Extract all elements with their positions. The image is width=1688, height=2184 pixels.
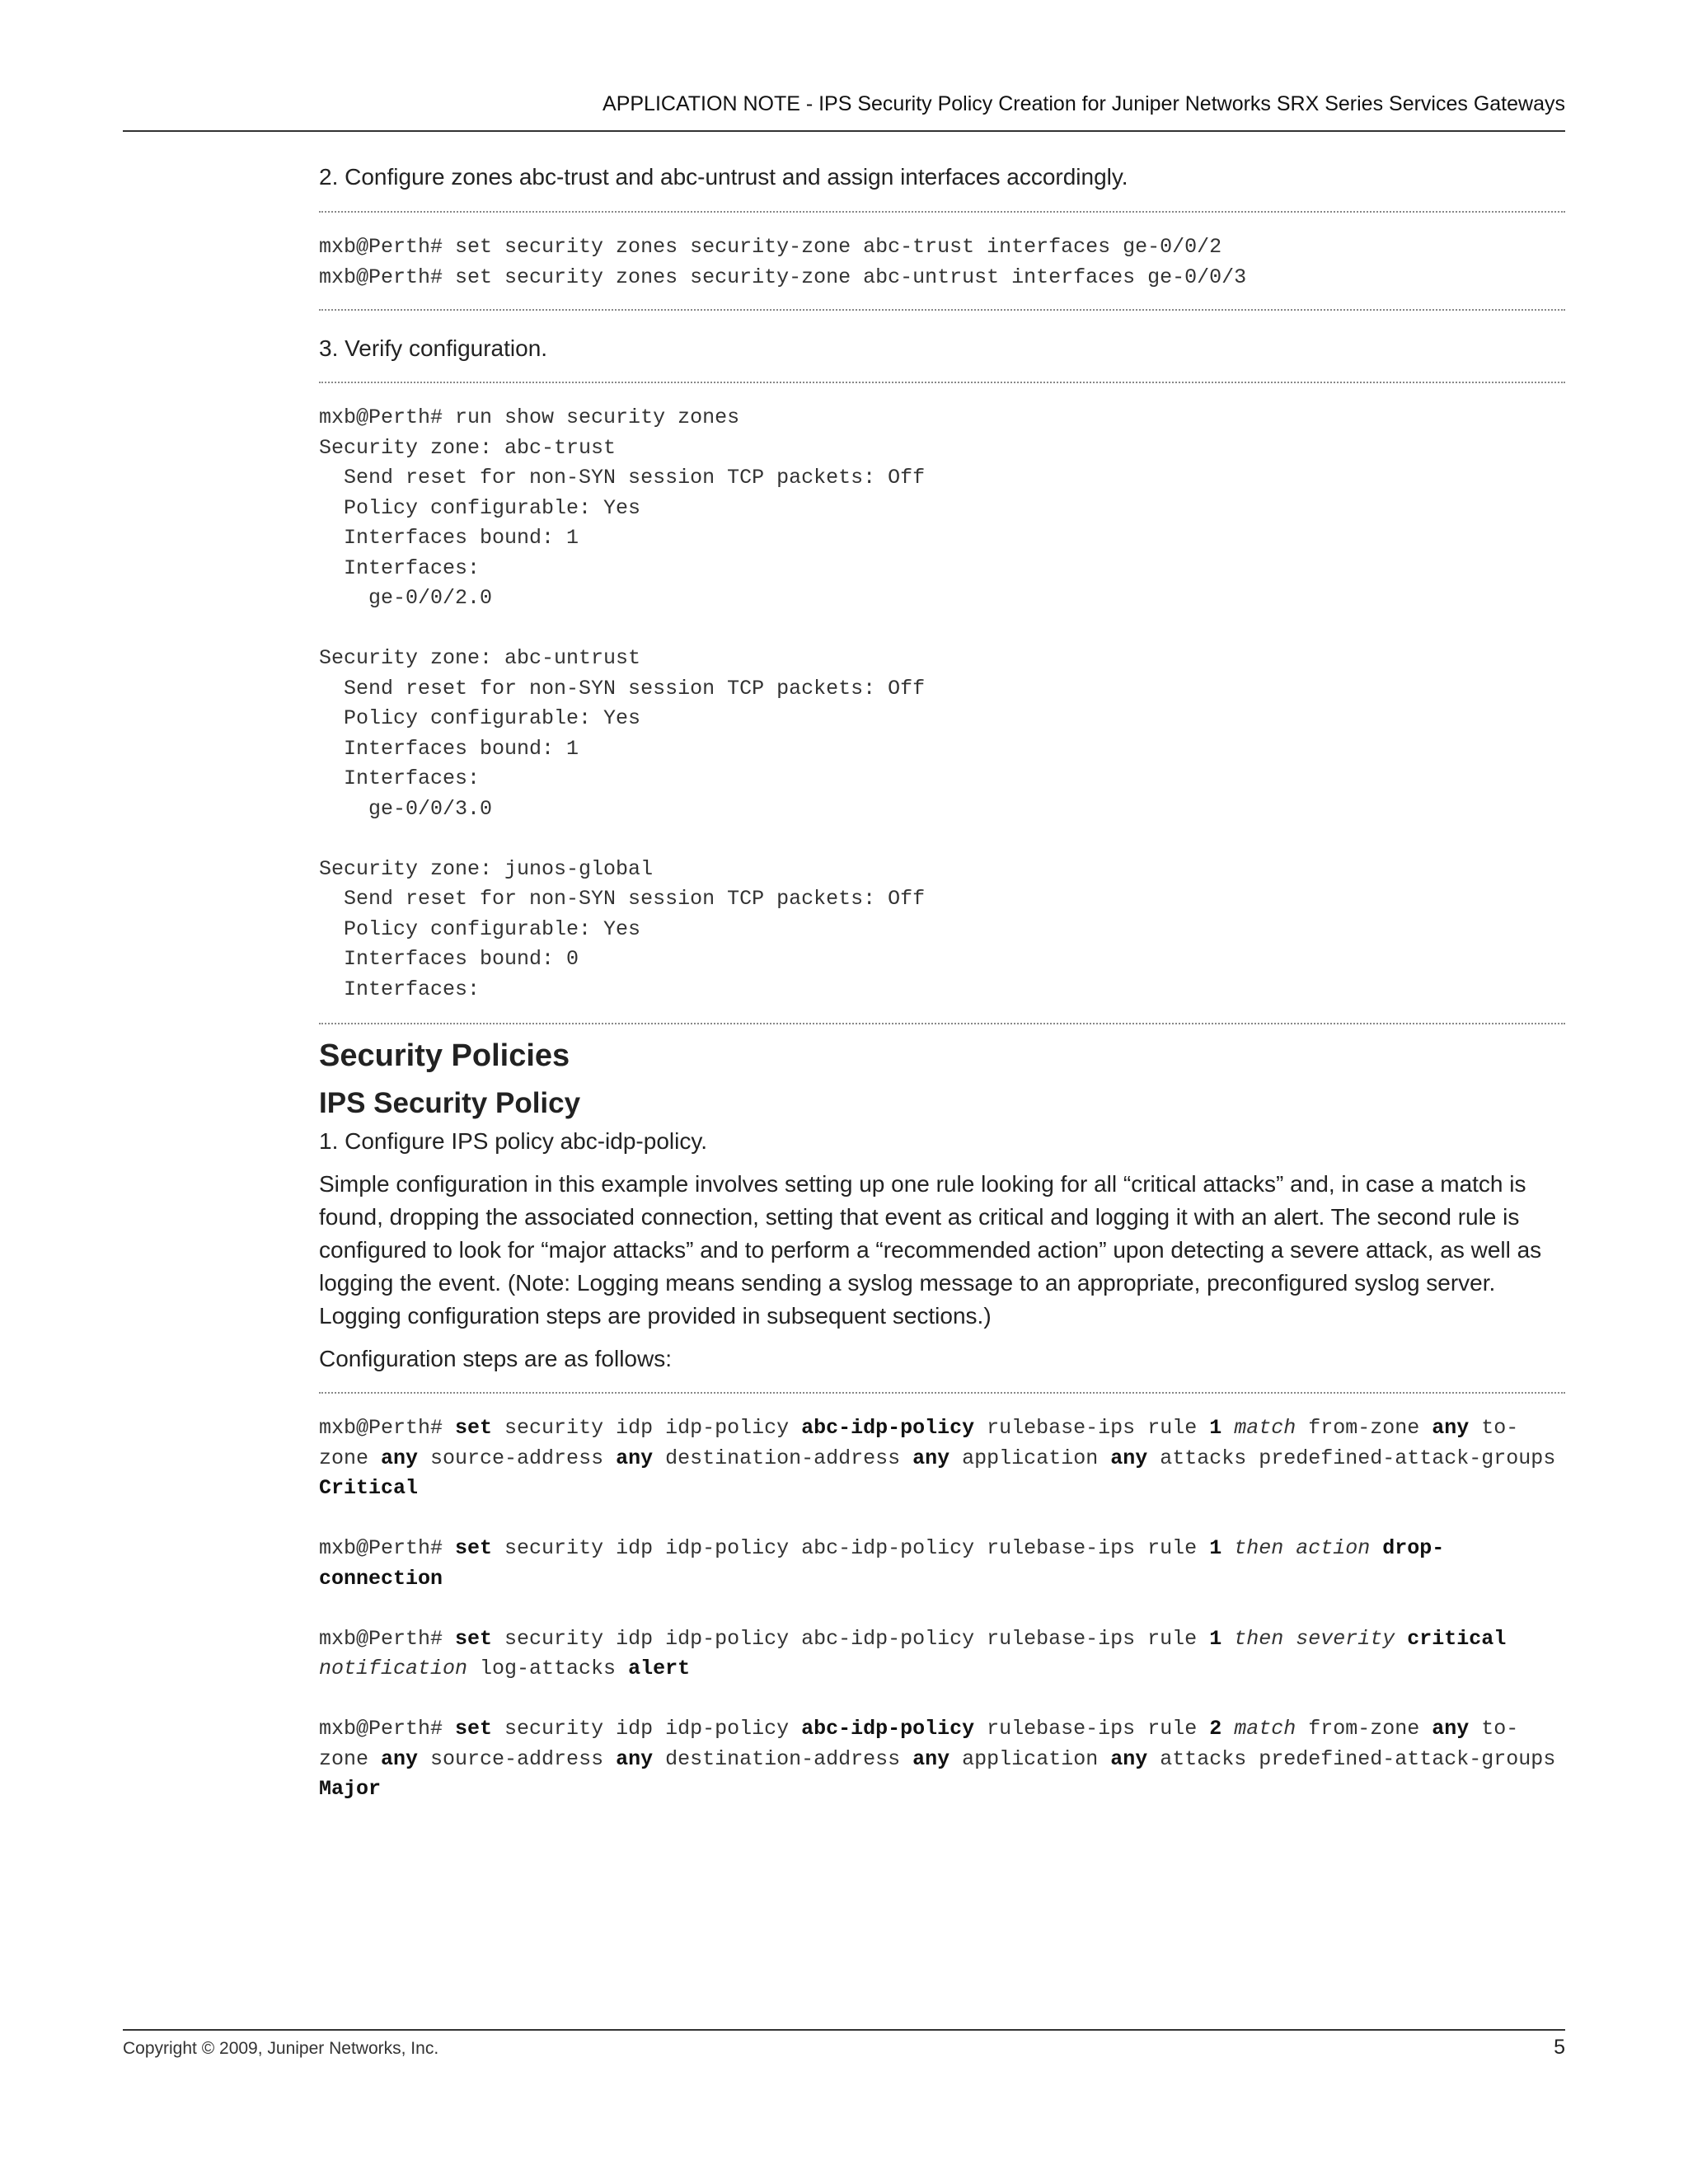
running-header: APPLICATION NOTE - IPS Security Policy Creation for Juniper Networks SRX Series Services Gateways (603, 92, 1565, 115)
command-token (1221, 1536, 1234, 1560)
command-token: mxb@Perth# (319, 1536, 456, 1560)
command-token: Critical (319, 1476, 419, 1500)
command-token: to-zone (319, 1717, 1519, 1771)
section-heading: Security Policies (319, 1038, 570, 1073)
command-token: abc-idp-policy (801, 1416, 975, 1440)
command-token: abc-idp-policy (801, 1717, 975, 1741)
page-content (319, 161, 1565, 1805)
command-token (1395, 1627, 1407, 1651)
command-list (319, 1413, 1565, 1805)
command-token: then action (1234, 1536, 1371, 1560)
command-token: security idp idp-policy (492, 1717, 802, 1741)
command-token: 2 (1209, 1717, 1222, 1741)
copyright: Copyright © 2009, Juniper Networks, Inc. (123, 2039, 439, 2058)
command-token: set (455, 1626, 493, 1651)
command-token: any (912, 1446, 950, 1470)
command-token: source-address (418, 1446, 617, 1470)
command-token: mxb@Perth# (319, 1717, 456, 1741)
command-token: log-attacks (467, 1657, 629, 1680)
page-number: 5 (1554, 2036, 1565, 2059)
step-3-text: 3. Verify configuration. (319, 335, 548, 361)
dotted-divider (319, 211, 1565, 213)
command-token: security idp idp-policy abc-idp-policy rulebase-ips rule (492, 1626, 1210, 1651)
command-token: any (616, 1746, 654, 1771)
command-token: application (950, 1446, 1111, 1470)
step-2-text: 2. Configure zones abc-trust and abc-untrust and assign interfaces accordingly. (319, 164, 1128, 190)
command-token: destination-address (653, 1746, 913, 1771)
command-token: mxb@Perth# (319, 1416, 456, 1440)
command-line (319, 1714, 1565, 1805)
command-token: 1 (1209, 1536, 1222, 1560)
command-token: match (1234, 1717, 1296, 1741)
command-token: then severity (1234, 1626, 1395, 1651)
code-block-verify: mxb@Perth# run show security zones Security zone: abc-trust Send reset for non-SYN session TCP packets: Off Policy configurable: Yes Interfaces bound: 1 Interfaces: ge-0/0/2.0 Security zone: abc-untrust Send reset for non-SYN session TCP packets: Off Policy configurable: Yes Interfaces bound: 1 Interfaces: ge-0/0/3.0 Security zone: junos-global Send reset for non-SYN session TCP packets: Off Policy configurable: Yes Interfaces bound: 0 Interfaces: (319, 405, 926, 1001)
command-line (319, 1624, 1565, 1685)
command-token: critical (1407, 1626, 1507, 1651)
header-rule (123, 130, 1565, 132)
command-token: mxb@Perth# (319, 1626, 456, 1651)
description-paragraph: Simple configuration in this example involves setting up one rule looking for all “critical attacks” and, in case a match is found, dropping the associated connection, setting that event as critical and logging it with an alert. The second rule is configured to look for “major attacks” and to perform a “recommended action” upon detecting a severe attack, as well as logging the event. (Note: Logging means sending a syslog message to an appropriate, preconfigured syslog server. Logging configuration steps are provided in subsequent sections.) (319, 1171, 1542, 1329)
command-token: attacks predefined-attack-groups (1147, 1746, 1556, 1771)
dotted-divider (319, 1023, 1565, 1024)
command-token: Major (319, 1777, 382, 1801)
command-token (1221, 1717, 1234, 1741)
command-token: any (381, 1446, 419, 1470)
command-line (319, 1413, 1565, 1504)
command-line (319, 1534, 1565, 1594)
command-token: set (455, 1416, 493, 1440)
command-token: 1 (1209, 1416, 1222, 1440)
command-token: 1 (1209, 1626, 1222, 1651)
step-1-text: 1. Configure IPS policy abc-idp-policy. (319, 1128, 708, 1154)
command-token: any (912, 1746, 950, 1771)
command-token: from-zone (1296, 1416, 1432, 1440)
command-token: application (950, 1746, 1111, 1771)
command-token (1221, 1627, 1234, 1651)
command-token: alert (628, 1657, 691, 1680)
command-token: from-zone (1296, 1717, 1432, 1741)
command-token: set (455, 1717, 493, 1741)
command-token: notification (319, 1657, 468, 1680)
command-token: to-zone (319, 1416, 1519, 1470)
dotted-divider (319, 309, 1565, 311)
command-token: source-address (418, 1746, 617, 1771)
command-token: any (1110, 1446, 1148, 1470)
command-token: any (1110, 1746, 1148, 1771)
command-token: any (616, 1446, 654, 1470)
steps-intro: Configuration steps are as follows: (319, 1346, 672, 1371)
command-token: match (1234, 1416, 1296, 1440)
command-token: security idp idp-policy (492, 1416, 802, 1440)
command-token: any (1432, 1416, 1470, 1440)
dotted-divider (319, 1392, 1565, 1394)
command-token (1221, 1416, 1234, 1440)
command-token: rulebase-ips rule (974, 1416, 1210, 1440)
dotted-divider (319, 382, 1565, 383)
command-token: attacks predefined-attack-groups (1147, 1446, 1556, 1470)
code-block-zones: mxb@Perth# set security zones security-zone abc-trust interfaces ge-0/0/2 mxb@Perth# set security zones security-zone abc-untrust interfaces ge-0/0/3 (319, 235, 1247, 289)
command-token: destination-address (653, 1446, 913, 1470)
command-token (1370, 1536, 1382, 1560)
command-token: security idp idp-policy abc-idp-policy rulebase-ips rule (492, 1536, 1210, 1560)
command-token: set (455, 1536, 493, 1560)
command-token: rulebase-ips rule (974, 1717, 1210, 1741)
subsection-heading: IPS Security Policy (319, 1087, 581, 1119)
command-token: any (1432, 1717, 1470, 1741)
command-token: drop-connection (319, 1536, 1445, 1591)
footer-rule (123, 2029, 1565, 2031)
command-token: any (381, 1746, 419, 1771)
